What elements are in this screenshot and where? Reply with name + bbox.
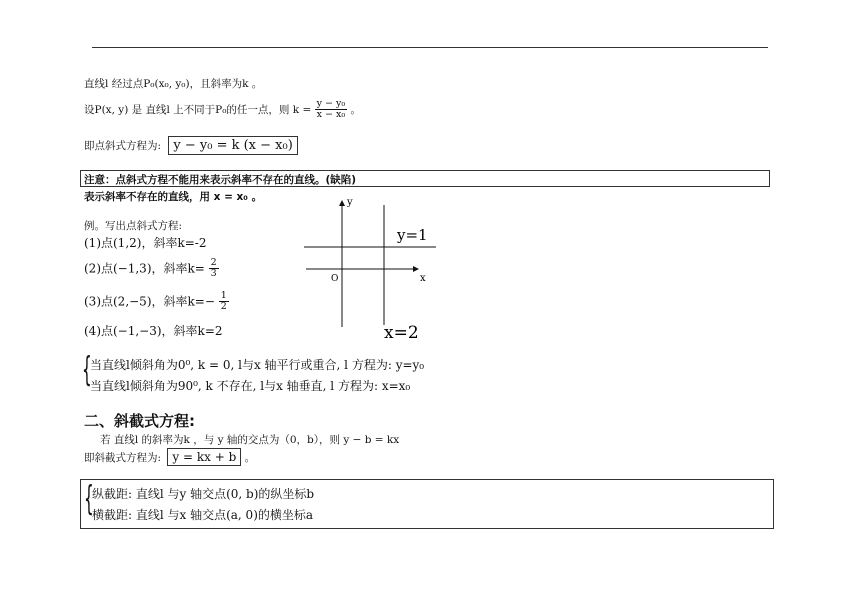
y-intercept-definition: 纵截距: 直线l 与y 轴交点(0, b)的纵坐标b bbox=[92, 487, 315, 501]
slope-intercept-suffix: 。 bbox=[244, 452, 256, 464]
example-3-num: 1 bbox=[220, 290, 227, 301]
slope-derivation bbox=[84, 99, 361, 121]
slope-fraction-numerator: y − y₀ bbox=[316, 98, 346, 109]
coordinate-graph bbox=[300, 195, 440, 345]
example-2-fraction bbox=[209, 258, 219, 280]
slope-intercept-label: 即斜截式方程为: bbox=[84, 452, 162, 464]
cases-brace: { bbox=[82, 350, 92, 390]
example-3-label: (3)点(2,−5)，斜率k=− bbox=[84, 294, 215, 309]
note-vertical-line: 表示斜率不存在的直线，用 x = x₀ 。 bbox=[84, 191, 263, 203]
case-vertical: 当直线l倾斜角为90⁰, k 不存在, l与x 轴垂直, l 方程为: x=x₀ bbox=[90, 379, 411, 393]
example-3-den: 2 bbox=[220, 301, 227, 313]
slope-fraction bbox=[315, 99, 348, 121]
section2-derivation: 若 直线l 的斜率为k ，与 y 轴的交点为（0，b），则 y − b = kx bbox=[100, 434, 400, 446]
example-3 bbox=[84, 291, 229, 313]
line-definition: 直线l 经过点P₀(x₀, y₀)，且斜率为k 。 bbox=[84, 78, 263, 90]
note-text: 注意：点斜式方程不能用来表示斜率不存在的直线。(缺陷) bbox=[84, 174, 357, 186]
section2-title: 二、斜截式方程: bbox=[84, 412, 195, 430]
point-slope-row bbox=[84, 136, 298, 155]
example-1: (1)点(1,2)，斜率k=-2 bbox=[84, 236, 207, 250]
slope-intercept-formula: y = kx + b bbox=[167, 448, 241, 466]
slope-intercept-row bbox=[84, 448, 255, 466]
x-intercept-definition: 横截距: 直线l 与x 轴交点(a, 0)的横坐标a bbox=[92, 508, 314, 522]
example-2-den: 3 bbox=[210, 268, 217, 280]
y-equals-1-label: y=1 bbox=[397, 226, 428, 244]
slope-derivation-prefix: 设P(x, y) 是 直线l 上不同于P₀的任一点，则 k = bbox=[84, 103, 312, 116]
y-axis-label: y bbox=[347, 197, 353, 208]
example-2 bbox=[84, 258, 219, 280]
origin-label: O bbox=[331, 274, 339, 284]
example-4: (4)点(−1,−3)，斜率k=2 bbox=[84, 324, 223, 338]
slope-fraction-denominator: x − x₀ bbox=[316, 109, 346, 121]
point-slope-label: 即点斜式方程为: bbox=[84, 140, 162, 152]
example-title: 例。写出点斜式方程: bbox=[84, 220, 183, 232]
x-axis-label: x bbox=[420, 273, 426, 284]
example-3-fraction bbox=[219, 291, 229, 313]
example-2-num: 2 bbox=[210, 257, 217, 268]
point-slope-formula: y − y₀ = k (x − x₀) bbox=[168, 136, 297, 155]
x-equals-2-label: x=2 bbox=[384, 323, 419, 343]
case-horizontal: 当直线l倾斜角为0⁰, k = 0, l与x 轴平行或重合, l 方程为: y=y₀ bbox=[90, 358, 425, 372]
slope-derivation-suffix: 。 bbox=[350, 103, 362, 116]
intercepts-brace: { bbox=[84, 479, 94, 519]
example-2-label: (2)点(−1,3)，斜率k= bbox=[84, 261, 205, 276]
top-rule bbox=[92, 47, 768, 48]
